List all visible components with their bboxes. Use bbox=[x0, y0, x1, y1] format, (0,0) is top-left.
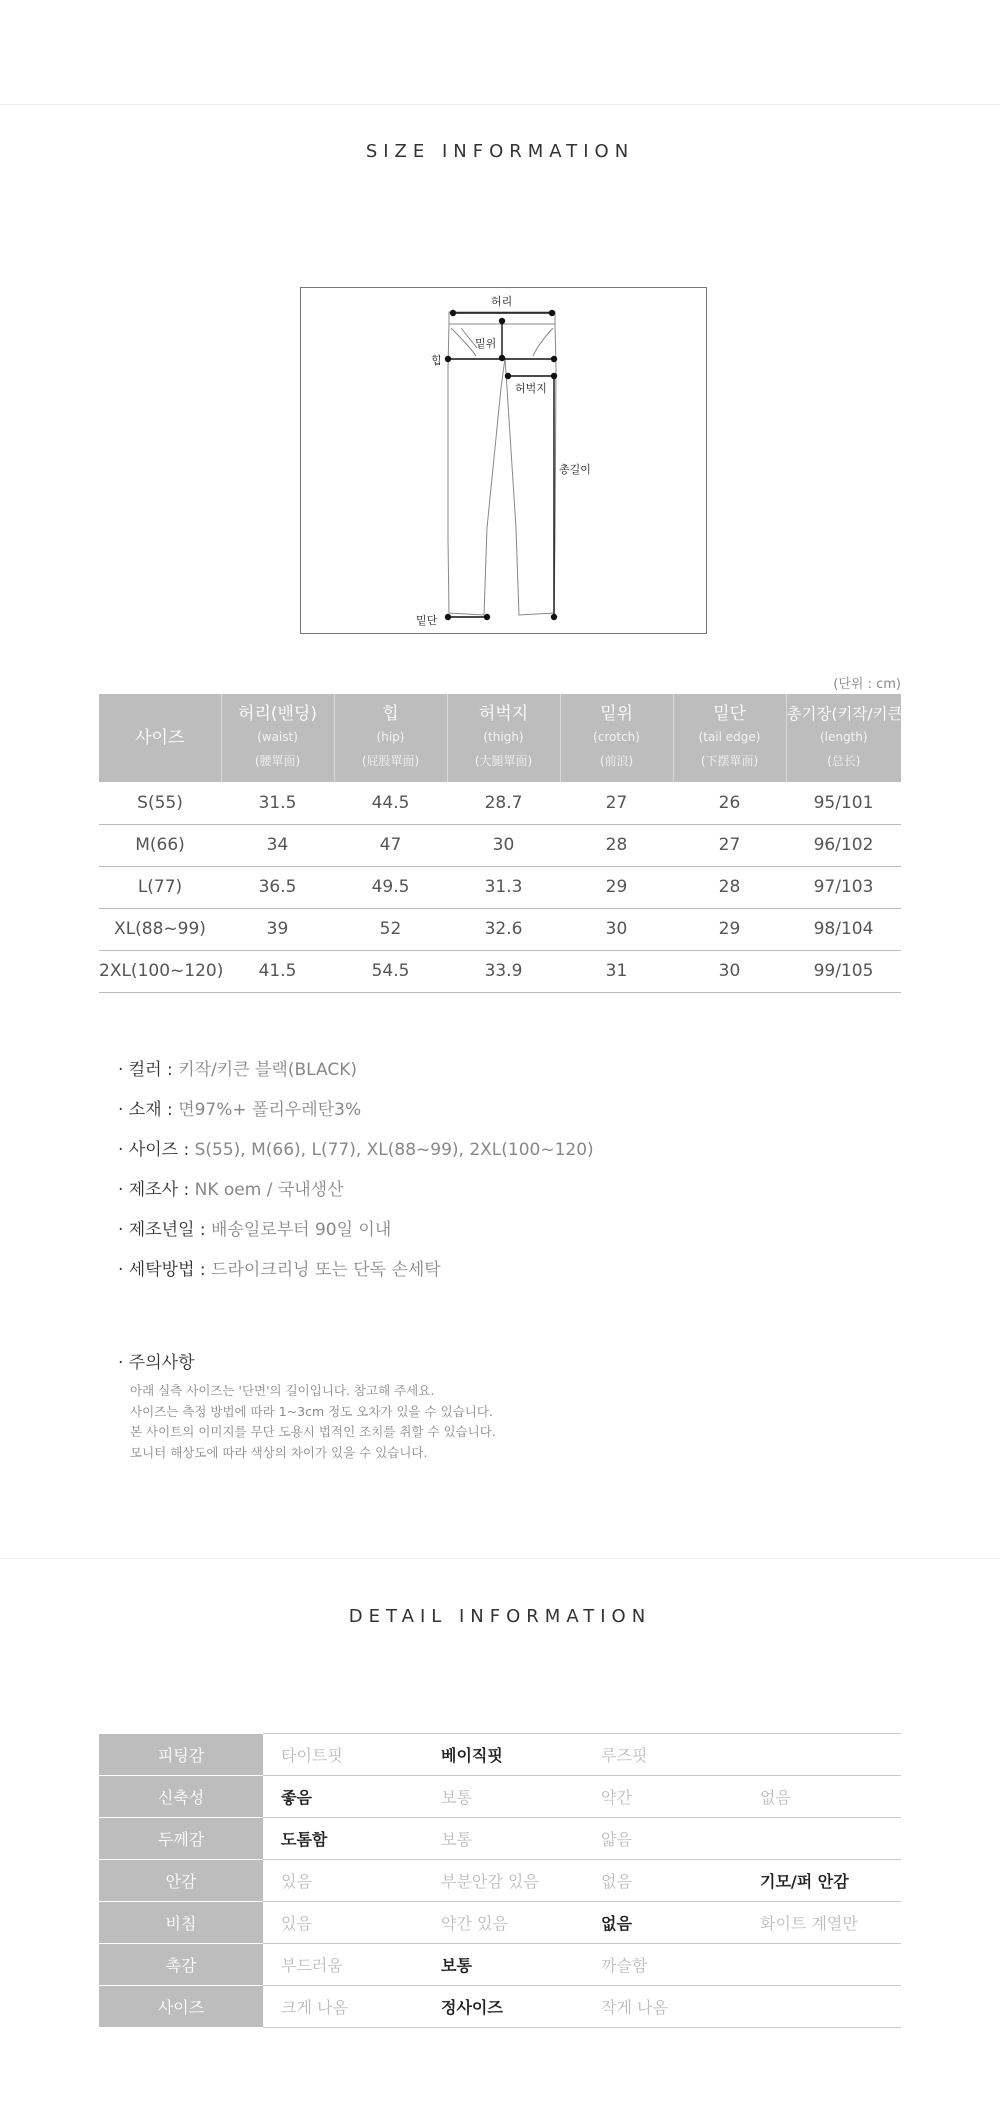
detail-option: 부분안감 있음 bbox=[423, 1860, 583, 1902]
label-thigh: 허벅지 bbox=[515, 382, 547, 395]
detail-option-selected: 보통 bbox=[423, 1944, 583, 1986]
table-cell: 28 bbox=[673, 866, 786, 908]
detail-option-selected: 정사이즈 bbox=[423, 1986, 583, 2028]
detail-row-label: 두께감 bbox=[99, 1818, 263, 1860]
header-kr: 사이즈 bbox=[135, 728, 185, 748]
header-kr: 허벅지 bbox=[478, 704, 529, 724]
table-cell: 31 bbox=[560, 950, 673, 992]
detail-option bbox=[742, 1734, 901, 1776]
table-cell: 39 bbox=[221, 908, 334, 950]
detail-option: 타이트핏 bbox=[263, 1734, 423, 1776]
detail-row-label: 피팅감 bbox=[99, 1734, 263, 1776]
size-table-header bbox=[447, 694, 560, 782]
detail-option: 없음 bbox=[583, 1860, 742, 1902]
table-cell: 33.9 bbox=[447, 950, 560, 992]
detail-option: 작게 나옴 bbox=[583, 1986, 742, 2028]
table-cell: S(55) bbox=[99, 782, 221, 824]
label-hip: 힙 bbox=[431, 354, 442, 367]
info-value: 배송일로부터 90일 이내 bbox=[211, 1220, 392, 1240]
table-cell: 30 bbox=[560, 908, 673, 950]
section-divider bbox=[0, 1558, 1000, 1559]
table-cell: 96/102 bbox=[786, 824, 901, 866]
table-row bbox=[99, 866, 901, 908]
detail-option: 화이트 계열만 bbox=[742, 1902, 901, 1944]
info-key: · 사이즈 : bbox=[118, 1140, 195, 1160]
detail-option-selected: 좋음 bbox=[263, 1776, 423, 1818]
detail-row bbox=[99, 1818, 901, 1860]
header-en: (length) bbox=[819, 730, 868, 744]
pants-measurement-diagram bbox=[300, 287, 707, 634]
header-cn: (屁股單面) bbox=[361, 754, 420, 768]
detail-row bbox=[99, 1902, 901, 1944]
header-kr: 힙 bbox=[382, 704, 399, 724]
header-kr: 총기장(키작/키큰) bbox=[786, 705, 909, 723]
pants-outline-svg bbox=[301, 288, 708, 635]
label-hem: 밑단 bbox=[416, 614, 438, 627]
table-row bbox=[99, 908, 901, 950]
table-cell: 54.5 bbox=[334, 950, 447, 992]
table-cell: 30 bbox=[447, 824, 560, 866]
table-cell: 41.5 bbox=[221, 950, 334, 992]
header-cn: (下摆單面) bbox=[700, 754, 759, 768]
detail-option-selected: 없음 bbox=[583, 1902, 742, 1944]
notice-line: 사이즈는 측정 방법에 따라 1~3cm 정도 오차가 있을 수 있습니다. bbox=[130, 1403, 493, 1419]
notice-line: 아래 실측 사이즈는 '단면'의 길이입니다. 참고해 주세요. bbox=[130, 1383, 435, 1398]
size-table-header bbox=[334, 694, 447, 782]
info-material bbox=[118, 1095, 361, 1120]
detail-row-label: 신축성 bbox=[99, 1776, 263, 1818]
table-cell: 49.5 bbox=[334, 866, 447, 908]
size-table-header-row bbox=[99, 694, 901, 782]
table-cell: 36.5 bbox=[221, 866, 334, 908]
table-cell: 28.7 bbox=[447, 782, 560, 824]
info-sizes bbox=[118, 1135, 594, 1160]
header-kr: 밑단 bbox=[713, 704, 746, 724]
unit-label: (단위 : cm) bbox=[833, 677, 901, 692]
info-manufacture-date bbox=[118, 1215, 391, 1240]
info-value: 드라이크리닝 또는 단독 손세탁 bbox=[211, 1260, 441, 1280]
label-waist: 허리 bbox=[491, 295, 513, 308]
header-cn: (大腿單面) bbox=[474, 754, 533, 768]
detail-option: 약간 있음 bbox=[423, 1902, 583, 1944]
header-cn: (腰單面) bbox=[254, 754, 301, 768]
table-row bbox=[99, 782, 901, 824]
detail-table bbox=[99, 1733, 901, 2028]
header-en: (crotch) bbox=[593, 730, 640, 744]
header-kr: 허리(밴딩) bbox=[238, 704, 317, 724]
detail-option bbox=[742, 1986, 901, 2028]
table-cell: 31.3 bbox=[447, 866, 560, 908]
size-table bbox=[99, 694, 909, 993]
size-table-header bbox=[673, 694, 786, 782]
table-cell: 95/101 bbox=[786, 782, 901, 824]
header-en: (thigh) bbox=[483, 730, 524, 744]
notice-line: 본 사이트의 이미지를 무단 도용시 법적인 조치를 취할 수 있습니다. bbox=[130, 1424, 496, 1439]
detail-option bbox=[742, 1818, 901, 1860]
size-table-header bbox=[221, 694, 334, 782]
detail-option: 크게 나옴 bbox=[263, 1986, 423, 2028]
detail-option: 까슬함 bbox=[583, 1944, 742, 1986]
detail-section-title: DETAIL INFORMATION bbox=[348, 1606, 652, 1627]
info-key: · 세탁방법 : bbox=[118, 1260, 212, 1280]
detail-option: 부드러움 bbox=[263, 1944, 423, 1986]
table-cell: 47 bbox=[334, 824, 447, 866]
header-kr: 밑위 bbox=[600, 704, 633, 724]
detail-row bbox=[99, 1860, 901, 1902]
info-key: · 제조년일 : bbox=[118, 1220, 212, 1240]
table-cell: 29 bbox=[673, 908, 786, 950]
size-table-header bbox=[786, 694, 909, 782]
table-cell: 26 bbox=[673, 782, 786, 824]
size-table-header bbox=[99, 694, 221, 782]
detail-row bbox=[99, 1986, 901, 2028]
detail-option: 약간 bbox=[583, 1776, 742, 1818]
table-cell: L(77) bbox=[99, 866, 221, 908]
notice-line: 모니터 해상도에 따라 색상의 차이가 있을 수 있습니다. bbox=[130, 1444, 428, 1460]
info-key: · 컬러 : bbox=[118, 1060, 179, 1080]
notice-title: · 주의사항 bbox=[118, 1353, 195, 1373]
header-en: (hip) bbox=[376, 730, 405, 744]
detail-option-selected: 기모/퍼 안감 bbox=[742, 1860, 901, 1902]
detail-row bbox=[99, 1944, 901, 1986]
detail-option: 있음 bbox=[263, 1902, 423, 1944]
size-table-header bbox=[560, 694, 673, 782]
table-cell: 28 bbox=[560, 824, 673, 866]
info-color bbox=[118, 1055, 357, 1080]
top-divider bbox=[0, 104, 1000, 105]
table-cell: 30 bbox=[673, 950, 786, 992]
label-rise: 밑위 bbox=[475, 337, 497, 350]
detail-option-selected: 베이직핏 bbox=[423, 1734, 583, 1776]
table-cell: 98/104 bbox=[786, 908, 901, 950]
table-cell: 97/103 bbox=[786, 866, 901, 908]
detail-option: 보통 bbox=[423, 1818, 583, 1860]
detail-row bbox=[99, 1776, 901, 1818]
table-cell: 27 bbox=[673, 824, 786, 866]
detail-option-selected: 도톰함 bbox=[263, 1818, 423, 1860]
size-section-title: SIZE INFORMATION bbox=[365, 141, 635, 162]
label-length: 총길이 bbox=[559, 463, 591, 476]
detail-option bbox=[742, 1944, 901, 1986]
detail-option: 보통 bbox=[423, 1776, 583, 1818]
header-en: (waist) bbox=[257, 730, 298, 744]
info-key: · 제조사 : bbox=[118, 1180, 195, 1200]
detail-row-label: 안감 bbox=[99, 1860, 263, 1902]
table-cell: M(66) bbox=[99, 824, 221, 866]
info-value: NK oem / 국내생산 bbox=[194, 1180, 344, 1200]
header-en: (tail edge) bbox=[698, 730, 761, 744]
table-cell: 2XL(100~120) bbox=[99, 950, 221, 992]
detail-option: 없음 bbox=[742, 1776, 901, 1818]
detail-row bbox=[99, 1734, 901, 1776]
detail-row-label: 비침 bbox=[99, 1902, 263, 1944]
detail-option: 있음 bbox=[263, 1860, 423, 1902]
table-cell: 99/105 bbox=[786, 950, 901, 992]
table-cell: 52 bbox=[334, 908, 447, 950]
table-cell: 34 bbox=[221, 824, 334, 866]
table-row bbox=[99, 824, 901, 866]
detail-row-label: 사이즈 bbox=[99, 1986, 263, 2028]
table-cell: XL(88~99) bbox=[99, 908, 221, 950]
header-cn: (前浪) bbox=[599, 754, 634, 768]
table-cell: 44.5 bbox=[334, 782, 447, 824]
info-value: 면97%+ 폴리우레탄3% bbox=[178, 1100, 362, 1120]
info-key: · 소재 : bbox=[118, 1100, 179, 1120]
info-manufacturer bbox=[118, 1175, 344, 1200]
detail-row-label: 촉감 bbox=[99, 1944, 263, 1986]
table-cell: 29 bbox=[560, 866, 673, 908]
info-value: 키작/키큰 블랙(BLACK) bbox=[178, 1060, 357, 1080]
detail-option: 루즈핏 bbox=[583, 1734, 742, 1776]
table-cell: 27 bbox=[560, 782, 673, 824]
table-row bbox=[99, 950, 901, 992]
header-cn: (总长) bbox=[827, 754, 861, 768]
info-washing bbox=[118, 1255, 441, 1280]
table-cell: 31.5 bbox=[221, 782, 334, 824]
notice-list bbox=[130, 1381, 496, 1463]
info-value: S(55), M(66), L(77), XL(88~99), 2XL(100~120) bbox=[194, 1140, 594, 1160]
detail-option: 얇음 bbox=[583, 1818, 742, 1860]
table-cell: 32.6 bbox=[447, 908, 560, 950]
